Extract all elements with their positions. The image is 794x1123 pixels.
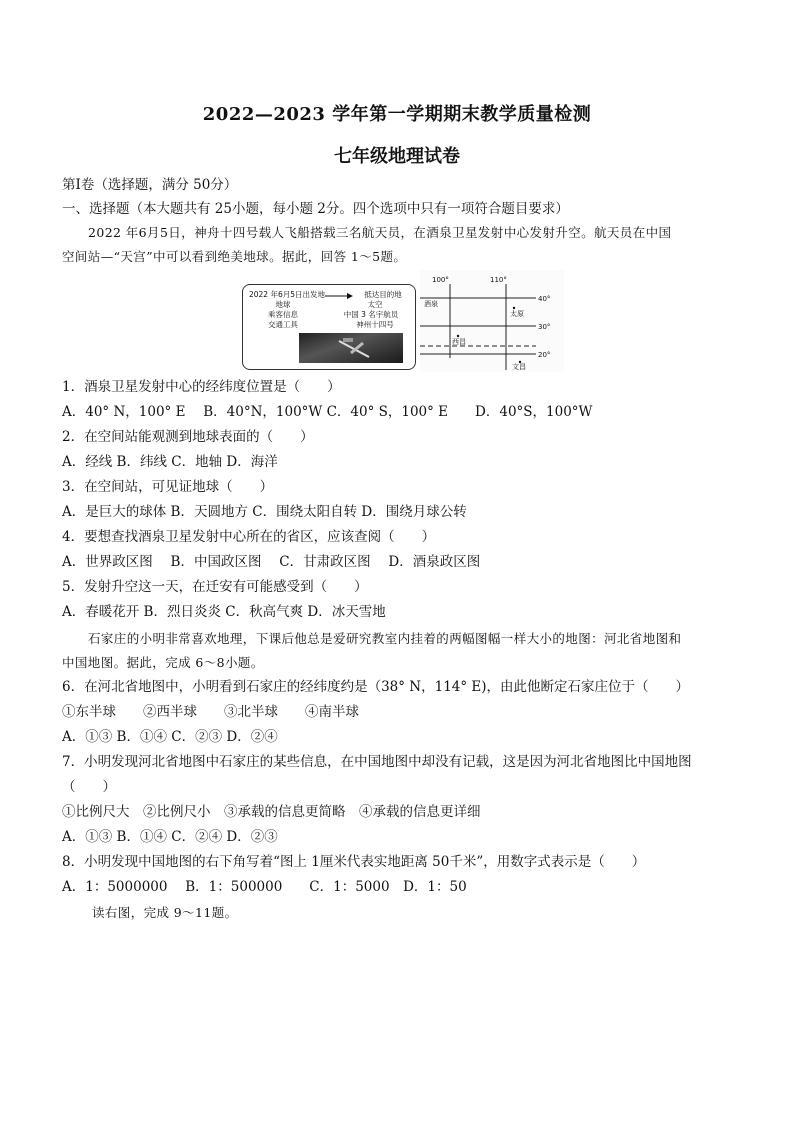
card-passenger-label: 乘客信息 bbox=[268, 310, 298, 319]
question-2: 2．在空间站能观测到地球表面的（ ） bbox=[62, 429, 314, 445]
intro-2-line2: 中国地图。据此，完成 6～8小题。 bbox=[62, 655, 264, 670]
question-6-items: ①东半球 ②西半球 ③北半球 ④南半球 bbox=[62, 704, 359, 720]
latitude-label-40: 40° bbox=[538, 295, 551, 303]
card-passenger-value: 中国 3 名宇航员 bbox=[343, 310, 399, 319]
question-8: 8．小明发现中国地图的右下角写着“图上 1厘米代表实地距离 50千米”，用数字式表示是（ ） bbox=[62, 854, 646, 870]
question-1: 1．酒泉卫星发射中心的经纬度位置是（ ） bbox=[62, 379, 341, 395]
launch-info-card bbox=[242, 284, 416, 370]
arrow-right-icon bbox=[325, 293, 353, 299]
question-5-options: A．春暖花开 B．烈日炎炎 C．秋高气爽 D．冰天雪地 bbox=[62, 604, 386, 620]
longitude-label-110: 110° bbox=[490, 276, 507, 284]
latitude-label-20: 20° bbox=[538, 351, 551, 359]
dot-xichang bbox=[457, 335, 459, 337]
question-7: 7．小明发现河北省地图中石家庄的某些信息，在中国地图中却没有记载，这是因为河北省地图比中国地图 bbox=[62, 754, 692, 770]
question-7-items: ①比例尺大 ②比例尺小 ③承载的信息更简略 ④承载的信息更详细 bbox=[62, 804, 481, 820]
intro-2-line1: 石家庄的小明非常喜欢地理，下课后他总是爱研究教室内挂着的两幅图幅一样大小的地图：河北省地图和 bbox=[88, 631, 682, 646]
place-xichang: 西昌 bbox=[452, 338, 466, 346]
question-3: 3．在空间站，可见证地球（ ） bbox=[62, 479, 274, 495]
location-map bbox=[420, 270, 564, 372]
place-wenchang: 文昌 bbox=[512, 363, 526, 371]
question-2-options: A．经线 B．纬线 C．地轴 D．海洋 bbox=[62, 454, 278, 470]
card-departure-label: 2022 年6月5日出发地 bbox=[248, 290, 325, 299]
card-departure-value: 地球 bbox=[275, 300, 291, 309]
question-3-options: A．是巨大的球体 B．天圆地方 C．围绕太阳自转 D．围绕月球公转 bbox=[62, 504, 467, 520]
question-4-options: A．世界政区图 B．中国政区图 C．甘肃政区图 D．酒泉政区图 bbox=[62, 554, 481, 570]
question-7-paren: （ ） bbox=[62, 779, 116, 795]
card-transport-value: 神州十四号 bbox=[356, 320, 394, 329]
section-instructions: 一、选择题（本大题共有 25小题，每小题 2分。四个选项中只有一项符合题目要求） bbox=[62, 201, 569, 217]
question-1-options: A．40° N，100° E B．40°N，100°W C．40° S，100° E D．40°S，100°W bbox=[62, 404, 593, 420]
question-5: 5．发射升空这一天，在迁安有可能感受到（ ） bbox=[62, 579, 368, 595]
exam-title: 2022—2023 学年第一学期期末教学质量检测 bbox=[202, 104, 592, 125]
card-destination-label: 抵达目的地 bbox=[364, 290, 402, 299]
space-station-icon bbox=[299, 333, 403, 363]
place-taiyuan: 太原 bbox=[510, 310, 524, 318]
latitude-label-30: 30° bbox=[538, 323, 551, 331]
part-heading: 第Ⅰ卷（选择题，满分 50分） bbox=[62, 177, 238, 193]
intro-paragraph-line2: 空间站—“天宫”中可以看到绝美地球。据此，回答 1～5题。 bbox=[62, 249, 407, 264]
question-7-options: A．①③ B．①④ C．②④ D．②③ bbox=[62, 829, 278, 845]
place-jiuquan: 酒泉 bbox=[424, 300, 438, 308]
question-8-options: A．1：5000000 B．1：500000 C．1：5000 D．1：50 bbox=[62, 879, 467, 895]
card-destination-value: 太空 bbox=[367, 300, 383, 309]
figure-launch-info bbox=[236, 270, 564, 372]
intro-3: 读右图，完成 9～11题。 bbox=[92, 905, 238, 920]
dot-taiyuan bbox=[513, 307, 515, 309]
space-station-photo bbox=[299, 333, 403, 363]
exam-subtitle: 七年级地理试卷 bbox=[334, 146, 460, 167]
question-6: 6．在河北省地图中，小明看到石家庄的经纬度约是（38° N，114° E)，由此他断定石家庄位于（ ） bbox=[62, 679, 690, 695]
question-4: 4．要想查找酒泉卫星发射中心所在的省区，应该查阅（ ） bbox=[62, 529, 436, 545]
question-6-options: A．①③ B．①④ C．②③ D．②④ bbox=[62, 729, 278, 745]
intro-paragraph-line1: 2022 年6月5日，神舟十四号载人飞船搭载三名航天员，在酒泉卫星发射中心发射升空。航天员在中国 bbox=[88, 225, 672, 240]
card-transport-label: 交通工具 bbox=[268, 320, 298, 329]
longitude-label-100: 100° bbox=[432, 276, 449, 284]
